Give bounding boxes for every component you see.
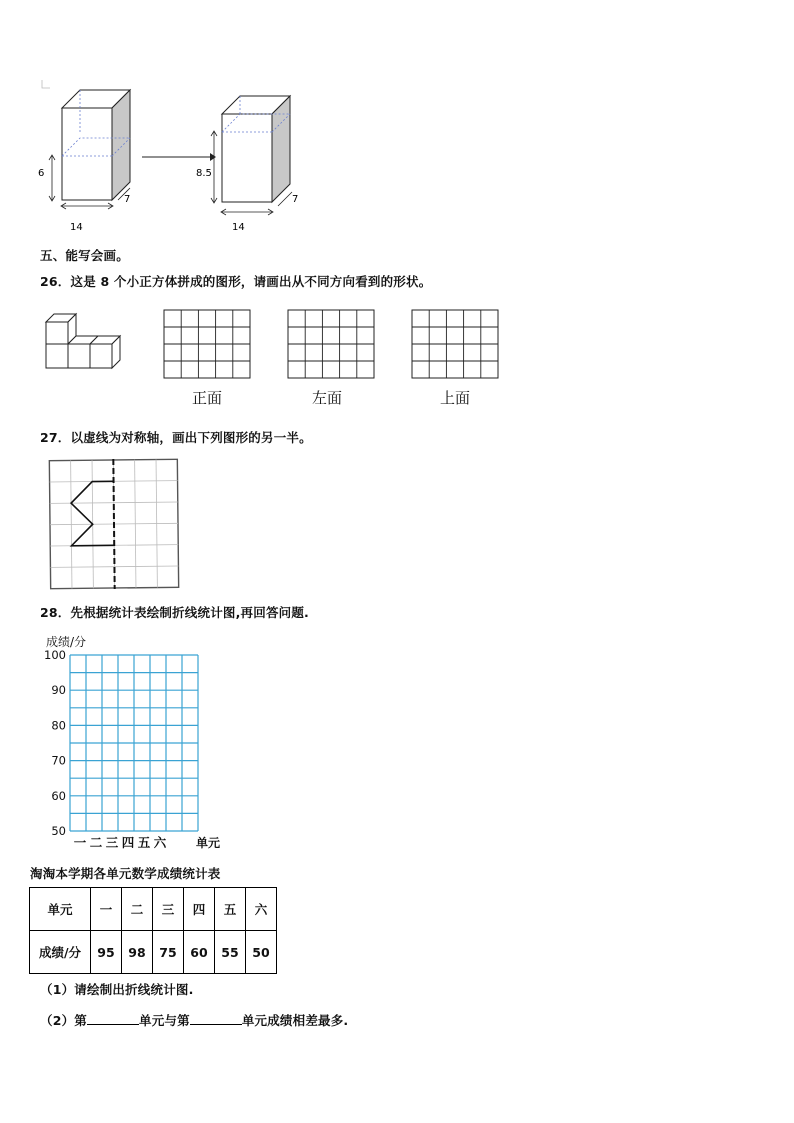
chart-y-tick-label: 60 bbox=[51, 788, 66, 803]
chart-y-tick-label: 70 bbox=[51, 753, 66, 768]
chart-x-tick-label: 二 bbox=[89, 835, 103, 850]
section-5-title: 五、能写会画。 bbox=[40, 248, 129, 263]
chart-y-tick-label: 90 bbox=[51, 683, 66, 698]
table-header-cell: 五 bbox=[215, 888, 246, 931]
table-cell: 60 bbox=[184, 931, 215, 974]
table-header-cell: 六 bbox=[246, 888, 277, 931]
q28-sub1: （1）请绘制出折线统计图. bbox=[40, 982, 194, 997]
cube-stack-figure bbox=[40, 308, 130, 374]
chart-x-tick-label: 五 bbox=[137, 835, 151, 850]
q28-sub2-part3: 单元成绩相差最多. bbox=[241, 1013, 349, 1028]
right-width-label: 7 bbox=[292, 194, 299, 205]
line-chart[interactable] bbox=[36, 628, 236, 852]
cuboid-figure bbox=[0, 60, 330, 240]
table-header-cell: 二 bbox=[122, 888, 153, 931]
q28-sub2-part2: 单元与第 bbox=[139, 1013, 190, 1028]
chart-y-tick-label: 80 bbox=[51, 718, 66, 733]
grid-top-view[interactable] bbox=[411, 309, 501, 379]
table-header-cell: 四 bbox=[184, 888, 215, 931]
chart-x-tick-label: 三 bbox=[105, 835, 119, 850]
table-cell: 50 bbox=[246, 931, 277, 974]
q26-text: 26．这是 8 个小正方体拼成的图形，请画出从不同方向看到的形状。 bbox=[40, 274, 432, 289]
grid-left-view[interactable] bbox=[287, 309, 377, 379]
right-length-label: 14 bbox=[232, 222, 245, 233]
answer-blank-2[interactable] bbox=[190, 1012, 242, 1025]
q27-text: 27．以虚线为对称轴，画出下列图形的另一半。 bbox=[40, 430, 312, 445]
q28-text: 28．先根据统计表绘制折线统计图,再回答问题. bbox=[40, 605, 309, 620]
chart-grid bbox=[70, 655, 198, 831]
q28-sub2 bbox=[40, 1011, 348, 1029]
chart-y-ticks bbox=[44, 648, 66, 838]
chart-y-tick-label: 100 bbox=[44, 648, 66, 662]
symmetry-axis bbox=[113, 459, 114, 589]
chart-x-tick-label: 一 bbox=[73, 835, 87, 850]
table-cell: 95 bbox=[91, 931, 122, 974]
chart-x-tick-label: 六 bbox=[153, 835, 167, 850]
chart-x-ticks bbox=[74, 835, 167, 850]
left-length-label: 14 bbox=[70, 222, 83, 233]
table-cell: 55 bbox=[215, 931, 246, 974]
table-header-cell: 一 bbox=[91, 888, 122, 931]
table-cell: 75 bbox=[153, 931, 184, 974]
transform-arrow bbox=[142, 153, 216, 161]
table-header-cell: 三 bbox=[153, 888, 184, 931]
table-cell: 98 bbox=[122, 931, 153, 974]
table-header-row bbox=[30, 888, 277, 931]
chart-y-tick-label: 50 bbox=[51, 824, 66, 838]
q28-sub2-part1: （2）第 bbox=[40, 1013, 87, 1028]
chart-xlabel: 单元 bbox=[196, 836, 221, 850]
table-score-row bbox=[30, 931, 277, 974]
answer-blank-1[interactable] bbox=[87, 1012, 139, 1025]
right-height-label: 8.5 bbox=[196, 168, 212, 179]
table-header-cell: 单元 bbox=[30, 888, 91, 931]
grid-front-view[interactable] bbox=[163, 309, 253, 379]
view-label-left: 左面 bbox=[312, 389, 343, 407]
chart-x-tick-label: 四 bbox=[121, 835, 135, 850]
table-title: 淘淘本学期各单元数学成绩统计表 bbox=[30, 866, 221, 881]
view-label-front: 正面 bbox=[192, 389, 223, 407]
left-height-label: 6 bbox=[38, 168, 45, 179]
table-cell: 成绩/分 bbox=[30, 931, 91, 974]
symmetry-grid[interactable] bbox=[46, 456, 182, 592]
corner-mark bbox=[42, 80, 50, 88]
left-width-label: 7 bbox=[124, 194, 131, 205]
chart-ylabel: 成绩/分 bbox=[46, 635, 87, 649]
score-table bbox=[29, 887, 277, 974]
view-label-top: 上面 bbox=[440, 389, 471, 407]
right-cuboid bbox=[196, 96, 298, 233]
left-cuboid bbox=[38, 90, 130, 233]
